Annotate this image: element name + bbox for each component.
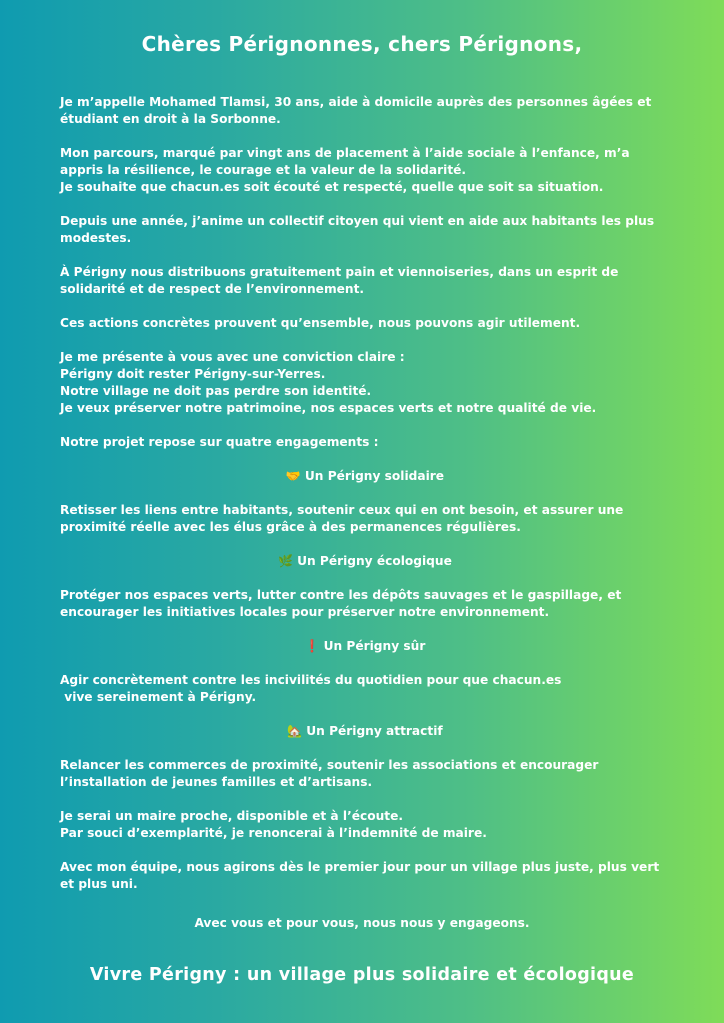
maire-line-2: Par souci d’exemplarité, je renoncerai à l’indemnité de maire.: [60, 826, 487, 840]
engagement-ecologique-title: Un Périgny écologique: [297, 554, 452, 568]
engagement-sur-text: [60, 672, 670, 706]
alert-icon: ❗: [304, 639, 320, 653]
engagement-ecologique-heading: [60, 553, 670, 570]
projet-paragraph: Notre projet repose sur quatre engagements :: [60, 435, 379, 449]
distribution-paragraph: À Périgny nous distribuons gratuitement pain et viennoiseries, dans un esprit de solidarité et de respect de l’environnement.: [60, 265, 619, 296]
maire-paragraph: [60, 808, 670, 842]
conviction-line-1: Je me présente à vous avec une conviction claire :: [60, 350, 405, 364]
actions-paragraph: Ces actions concrètes prouvent qu’ensemble, nous pouvons agir utilement.: [60, 316, 581, 330]
page-title: Chères Pérignonnes, chers Pérignons,: [141, 32, 583, 56]
parcours-line-2: Je souhaite que chacun.es soit écouté et respecté, quelle que soit sa situation.: [60, 180, 604, 194]
conviction-paragraph: [60, 349, 670, 417]
engagement-ecologique-text: Protéger nos espaces verts, lutter contre les dépôts sauvages et le gaspillage, et encourager les initiatives locales pour préserver notre environnement.: [60, 588, 622, 619]
engagement-sur-title: Un Périgny sûr: [323, 639, 426, 653]
collectif-paragraph: Depuis une année, j’anime un collectif citoyen qui vient en aide aux habitants les plus modestes.: [60, 214, 655, 245]
equipe-paragraph: Avec mon équipe, nous agirons dès le premier jour pour un village plus juste, plus vert et plus uni.: [60, 860, 660, 891]
engagement-sur-line-1: Agir concrètement contre les incivilités du quotidien pour que chacun.es: [60, 673, 562, 687]
engagement-attractif-title: Un Périgny attractif: [306, 724, 443, 738]
engagement-sur-heading: [60, 638, 670, 655]
engagement-solidaire-heading: [60, 468, 670, 485]
house-icon: 🏡: [287, 724, 303, 738]
engagement-sur-line-2: vive sereinement à Périgny.: [60, 690, 257, 704]
intro-paragraph: Je m’appelle Mohamed Tlamsi, 30 ans, aide à domicile auprès des personnes âgées et étudiant en droit à la Sorbonne.: [60, 95, 652, 126]
parcours-line-1: Mon parcours, marqué par vingt ans de placement à l’aide sociale à l’enfance, m’a appris la résilience, le courage et la valeur de la solidarité.: [60, 146, 630, 177]
handshake-icon: 🤝: [285, 469, 301, 483]
conviction-line-4: Je veux préserver notre patrimoine, nos espaces verts et notre qualité de vie.: [60, 401, 597, 415]
parcours-paragraph: [60, 145, 670, 196]
letter-body: [60, 94, 670, 910]
footer-slogan: Vivre Périgny : un village plus solidaire et écologique: [89, 965, 635, 985]
closing-line: Avec vous et pour vous, nous nous y engageons.: [194, 916, 530, 930]
engagement-solidaire-title: Un Périgny solidaire: [304, 469, 445, 483]
maire-line-1: Je serai un maire proche, disponible et à l’écoute.: [60, 809, 403, 823]
conviction-line-3: Notre village ne doit pas perdre son identité.: [60, 384, 372, 398]
engagement-solidaire-text: Retisser les liens entre habitants, soutenir ceux qui en ont besoin, et assurer une proximité réelle avec les élus grâce à des permanences régulières.: [60, 503, 624, 534]
engagement-attractif-heading: [60, 723, 670, 740]
conviction-line-2: Périgny doit rester Périgny-sur-Yerres.: [60, 367, 326, 381]
engagement-attractif-text: Relancer les commerces de proximité, soutenir les associations et encourager l’installation de jeunes familles et d’artisans.: [60, 758, 599, 789]
leaf-icon: 🌿: [278, 554, 294, 568]
